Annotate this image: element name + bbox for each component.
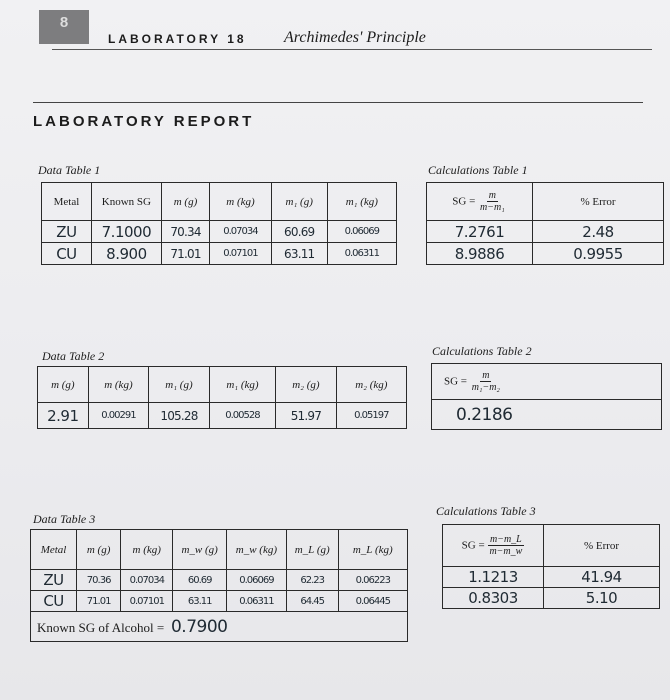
table-header-row xyxy=(443,525,660,567)
cell: CU xyxy=(42,243,92,265)
sg-formula xyxy=(487,534,524,557)
cell: 70.34 xyxy=(161,221,209,243)
cell: 0.07034 xyxy=(210,221,272,243)
sg-label: SG = xyxy=(461,539,485,552)
data-table-2 xyxy=(37,366,407,429)
col-header: m_w (g) xyxy=(173,530,227,570)
cell: 62.23 xyxy=(286,570,338,591)
col-header: m₁ (kg) xyxy=(327,183,396,221)
calc-table-2-caption: Calculations Table 2 xyxy=(432,344,532,358)
table-header-row xyxy=(432,364,662,400)
cell: 71.01 xyxy=(161,243,209,265)
col-header: m (g) xyxy=(38,367,89,403)
cell: CU xyxy=(31,591,77,612)
cell: 0.00291 xyxy=(88,403,149,429)
cell: 0.07034 xyxy=(121,570,173,591)
col-header: m₁ (g) xyxy=(271,183,327,221)
calc-table-3-caption: Calculations Table 3 xyxy=(436,504,536,518)
col-header: Metal xyxy=(42,183,92,221)
table-row xyxy=(31,591,408,612)
cell: 41.94 xyxy=(544,567,660,588)
cell: ZU xyxy=(42,221,92,243)
alcohol-sg-row xyxy=(31,612,408,642)
cell: 0.06069 xyxy=(226,570,286,591)
table-row xyxy=(443,567,660,588)
table-header-row xyxy=(427,183,664,221)
cell: 7.2761 xyxy=(427,221,533,243)
cell: 105.28 xyxy=(149,403,210,429)
cell: 1.1213 xyxy=(443,567,544,588)
cell: 5.10 xyxy=(544,588,660,609)
chapter-number-badge: 8 xyxy=(39,10,89,44)
sg-formula-cell xyxy=(427,183,533,221)
header-rule xyxy=(52,49,652,50)
calc-table-2 xyxy=(431,363,662,430)
table-header-row xyxy=(38,367,407,403)
col-header: m (kg) xyxy=(121,530,173,570)
formula-denominator: m₁−m₂ xyxy=(471,382,500,393)
formula-numerator: m xyxy=(482,370,490,381)
cell: 0.8303 xyxy=(443,588,544,609)
lab-title: Archimedes' Principle xyxy=(284,29,426,46)
cell: 0.06223 xyxy=(338,570,407,591)
data-table-3 xyxy=(30,529,408,642)
col-header: m₁ (kg) xyxy=(209,367,275,403)
table-header-row xyxy=(42,183,397,221)
table-header-row xyxy=(31,530,408,570)
col-header: m₂ (g) xyxy=(276,367,336,403)
formula-numerator: m xyxy=(488,190,496,201)
cell: 60.69 xyxy=(173,570,227,591)
cell: 0.05197 xyxy=(336,403,406,429)
alcohol-sg-cell xyxy=(31,612,408,642)
alcohol-sg-value: 0.7900 xyxy=(170,616,228,637)
sg-formula-cell xyxy=(432,364,662,400)
col-header: % Error xyxy=(544,525,660,567)
cell: 2.91 xyxy=(38,403,89,429)
cell: 0.06069 xyxy=(327,221,396,243)
calc-table-3 xyxy=(442,524,660,609)
cell: 7.1000 xyxy=(91,221,161,243)
col-header: m_L (kg) xyxy=(338,530,407,570)
col-header: m (kg) xyxy=(88,367,149,403)
lab-number-label: LABORATORY 18 xyxy=(108,32,247,46)
cell: 71.01 xyxy=(77,591,121,612)
table-row xyxy=(443,588,660,609)
table-row xyxy=(42,221,397,243)
sg-label: SG = xyxy=(444,375,468,388)
table-row xyxy=(432,400,662,430)
cell: 0.06311 xyxy=(327,243,396,265)
data-table-3-caption: Data Table 3 xyxy=(33,512,96,526)
cell: 70.36 xyxy=(77,570,121,591)
table-row xyxy=(38,403,407,429)
cell: 0.06445 xyxy=(338,591,407,612)
table-row xyxy=(42,243,397,265)
cell: 0.07101 xyxy=(121,591,173,612)
sg-label: SG = xyxy=(452,195,476,208)
formula-denominator: m−m_w xyxy=(489,546,523,557)
cell: 8.9886 xyxy=(427,243,533,265)
calc-table-1-caption: Calculations Table 1 xyxy=(428,163,528,177)
sg-formula-cell xyxy=(443,525,544,567)
cell: 63.11 xyxy=(271,243,327,265)
table-row xyxy=(31,570,408,591)
sg-formula xyxy=(478,190,507,213)
sg-formula xyxy=(470,370,502,393)
table-row xyxy=(427,243,664,265)
cell: ZU xyxy=(31,570,77,591)
col-header: m_w (kg) xyxy=(226,530,286,570)
col-header: m_L (g) xyxy=(286,530,338,570)
col-header: m (g) xyxy=(77,530,121,570)
col-header: m (kg) xyxy=(210,183,272,221)
calc-table-1 xyxy=(426,182,664,265)
alcohol-sg-label: Known SG of Alcohol = xyxy=(37,619,165,635)
data-table-1-caption: Data Table 1 xyxy=(38,163,101,177)
cell: 0.00528 xyxy=(209,403,275,429)
sg-value-cell: 0.2186 xyxy=(432,400,662,430)
section-rule xyxy=(33,102,643,103)
data-table-1 xyxy=(41,182,397,265)
cell: 60.69 xyxy=(271,221,327,243)
cell: 2.48 xyxy=(533,221,664,243)
col-header: m₂ (kg) xyxy=(336,367,406,403)
col-header: % Error xyxy=(533,183,664,221)
cell: 0.07101 xyxy=(210,243,272,265)
report-heading: LABORATORY REPORT xyxy=(33,113,255,130)
data-table-2-caption: Data Table 2 xyxy=(42,349,105,363)
col-header: Known SG xyxy=(91,183,161,221)
cell: 63.11 xyxy=(173,591,227,612)
formula-denominator: m−m₁ xyxy=(480,202,505,213)
cell: 0.9955 xyxy=(533,243,664,265)
formula-numerator: m−m_L xyxy=(489,534,522,545)
cell: 0.06311 xyxy=(226,591,286,612)
table-row xyxy=(427,221,664,243)
col-header: Metal xyxy=(31,530,77,570)
col-header: m (g) xyxy=(161,183,209,221)
cell: 8.900 xyxy=(91,243,161,265)
cell: 51.97 xyxy=(276,403,336,429)
cell: 64.45 xyxy=(286,591,338,612)
col-header: m₁ (g) xyxy=(149,367,210,403)
